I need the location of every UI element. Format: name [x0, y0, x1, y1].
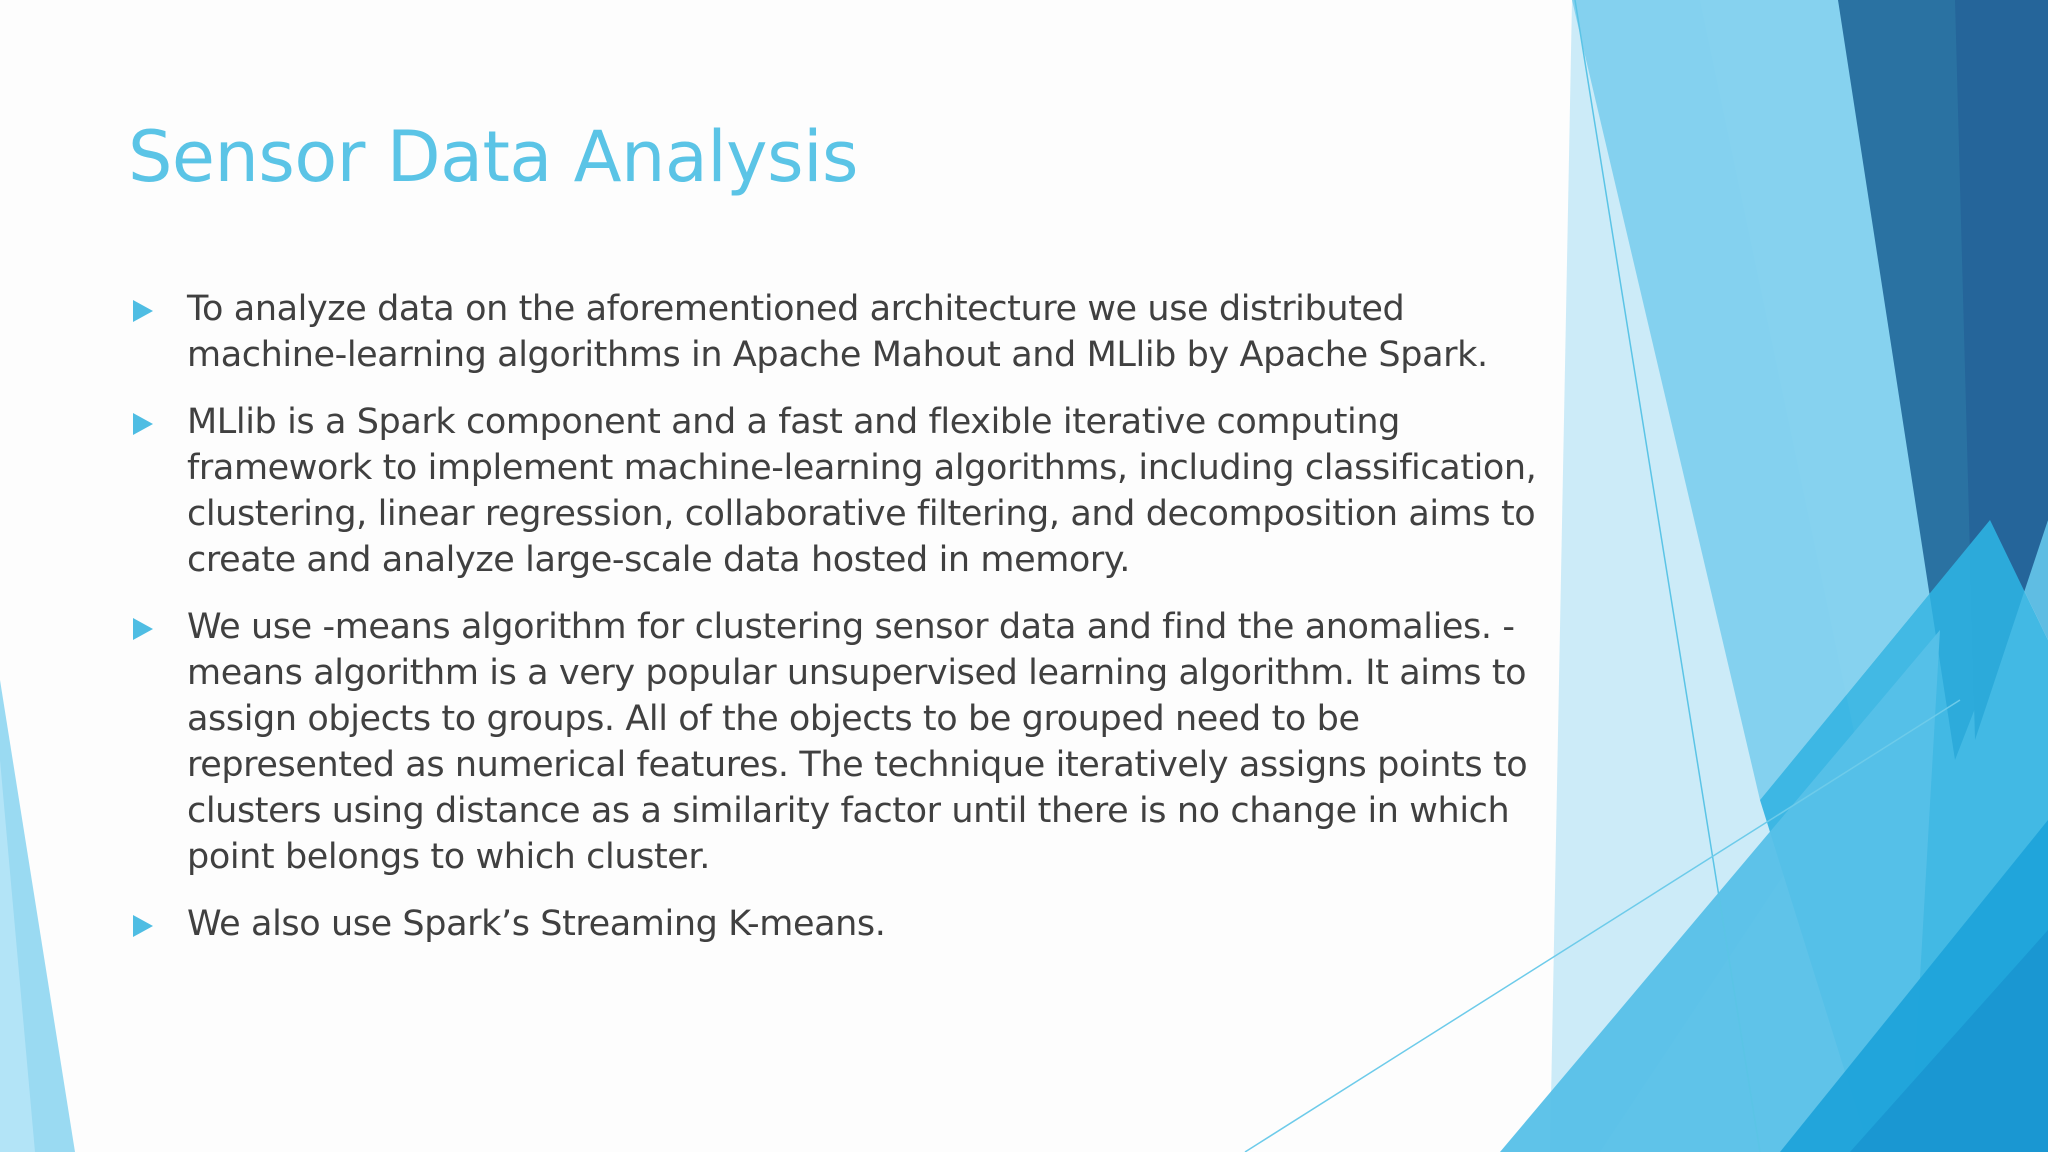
bullet-list — [128, 286, 1548, 968]
triangle-right-icon — [133, 300, 153, 322]
bullet-item — [128, 604, 1548, 880]
triangle-right-icon — [133, 618, 153, 640]
bullet-item — [128, 286, 1548, 378]
triangle-right-icon — [133, 413, 153, 435]
bullet-text: To analyze data on the aforementioned architecture we use distributed machine-learning algorithms in Apache Mahout and MLlib by Apache Spark. — [187, 289, 1488, 375]
bullet-text: We use -means algorithm for clustering sensor data and find the anomalies. -means algorithm is a very popular unsupervised learning algorithm. It aims to assign objects to groups. All of the objects to be grouped need to be represented as numerical features. The technique iteratively assigns points to clusters using distance as a similarity factor until there is no change in which point belongs to which cluster. — [187, 607, 1528, 877]
triangle-right-icon — [133, 915, 153, 937]
bullet-text: We also use Spark’s Streaming K-means. — [187, 904, 886, 944]
slide-title: Sensor Data Analysis — [128, 116, 858, 198]
bullet-item — [128, 399, 1548, 583]
bullet-text: MLlib is a Spark component and a fast and flexible iterative computing framework to implement machine-learning algorithms, including classification, clustering, linear regression, collaborative filtering, and decomposition aims to create and analyze large-scale data hosted in memory. — [187, 402, 1537, 580]
bullet-item — [128, 901, 1548, 947]
